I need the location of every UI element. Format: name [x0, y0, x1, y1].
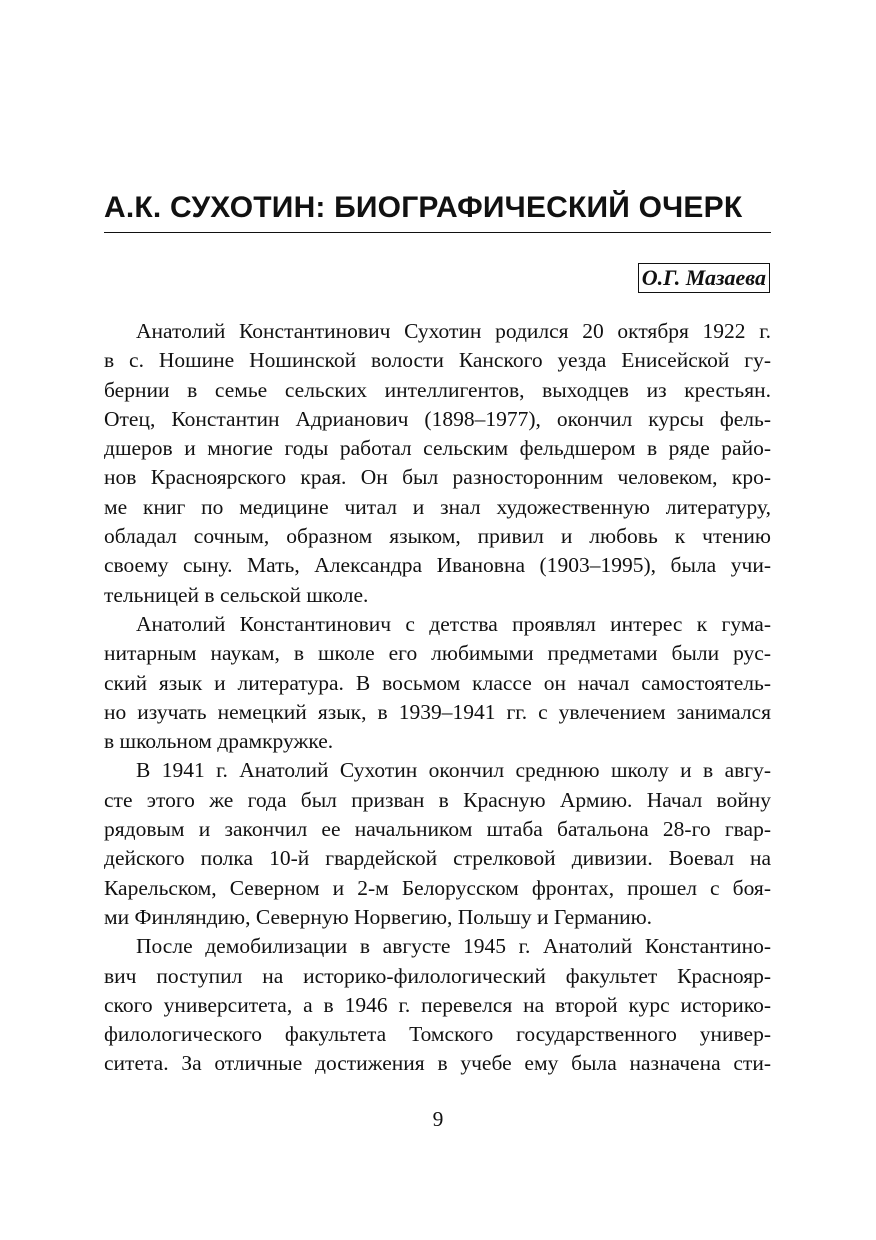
- text-line: В 1941 г. Анатолий Сухотин окончил среднюю школу и в авгу-: [136, 758, 771, 783]
- title-underline: [104, 232, 771, 233]
- text-line: своему сыну. Мать, Александра Ивановна (1903–1995), была учи-: [104, 553, 771, 578]
- text-line: нов Красноярского края. Он был разносторонним человеком, кро-: [104, 465, 771, 490]
- author-name: О.Г. Мазаева: [638, 263, 770, 293]
- text-line: ситета. За отличные достижения в учебе ему была назначена сти-: [104, 1051, 771, 1076]
- text-line: дейского полка 10-й гвардейской стрелковой дивизии. Воевал на: [104, 846, 771, 871]
- text-line: тельницей в сельской школе.: [104, 582, 369, 607]
- text-line: бернии в семье сельских интеллигентов, выходцев из крестьян.: [104, 377, 771, 402]
- text-line: рядовым и закончил ее начальником штаба батальона 28-го гвар-: [104, 817, 771, 842]
- text-line: вич поступил на историко-филологический факультет Краснояр-: [104, 963, 771, 988]
- text-line: ский язык и литература. В восьмом классе он начал самостоятель-: [104, 670, 771, 695]
- text-line: Анатолий Константинович с детства проявлял интерес к гума-: [136, 611, 771, 636]
- paragraph-1: [104, 317, 771, 610]
- text-line: ского университета, а в 1946 г. перевелся на второй курс историко-: [104, 992, 771, 1017]
- paragraph-4: [104, 932, 771, 1078]
- article-title: А.К. СУХОТИН: БИОГРАФИЧЕСКИЙ ОЧЕРК: [104, 191, 743, 224]
- paragraph-3: [104, 756, 771, 932]
- paragraph-2: [104, 610, 771, 756]
- text-line: в с. Ношине Ношинской волости Канского уезда Енисейской гу-: [104, 348, 771, 373]
- text-line: но изучать немецкий язык, в 1939–1941 гг. с увлечением занимался: [104, 699, 771, 724]
- text-line: После демобилизации в августе 1945 г. Анатолий Константино-: [136, 934, 771, 959]
- text-line: ми Финляндию, Северную Норвегию, Польшу и Германию.: [104, 904, 653, 929]
- text-line: сте этого же года был призван в Красную Армию. Начал войну: [104, 787, 771, 812]
- text-line: в школьном драмкружке.: [104, 729, 334, 754]
- text-line: филологического факультета Томского государственного универ-: [104, 1022, 771, 1047]
- text-line: Анатолий Константинович Сухотин родился 20 октября 1922 г.: [136, 319, 771, 343]
- text-line: нитарным наукам, в школе его любимыми предметами были рус-: [104, 641, 771, 666]
- text-line: Карельском, Северном и 2-м Белорусском фронтах, прошел с боя-: [104, 875, 771, 900]
- article-body: [104, 317, 771, 1079]
- text-line: дшеров и многие годы работал сельским фельдшером в ряде райо-: [104, 436, 771, 461]
- text-line: Отец, Константин Адрианович (1898–1977), окончил курсы фель-: [104, 406, 771, 431]
- page-number: 9: [432, 1107, 444, 1131]
- text-line: ме книг по медицине читал и знал художественную литературу,: [104, 494, 771, 519]
- text-line: обладал сочным, образном языком, привил и любовь к чтению: [104, 524, 771, 549]
